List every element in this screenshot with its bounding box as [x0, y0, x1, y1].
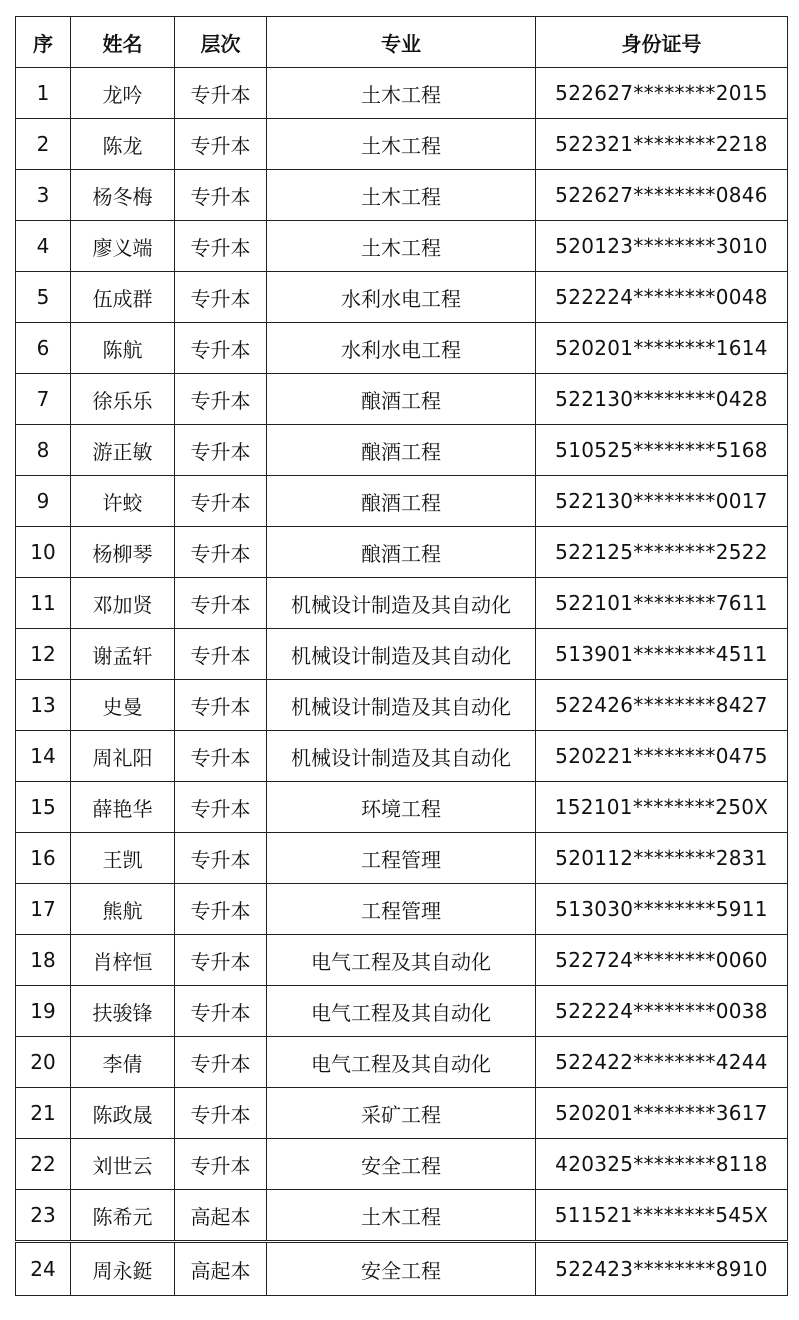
cell-major: 电气工程及其自动化 — [267, 1037, 536, 1088]
cell-level: 专升本 — [175, 272, 267, 323]
cell-id-number: 520201********1614 — [536, 323, 788, 374]
cell-major: 土木工程 — [267, 170, 536, 221]
cell-major: 采矿工程 — [267, 1088, 536, 1139]
cell-index: 6 — [16, 323, 71, 374]
cell-id-number: 522423********8910 — [536, 1242, 788, 1296]
cell-id-number: 522125********2522 — [536, 527, 788, 578]
header-level: 层次 — [175, 17, 267, 68]
cell-level: 高起本 — [175, 1242, 267, 1296]
cell-name: 陈希元 — [71, 1190, 175, 1242]
table-row — [16, 986, 788, 1037]
cell-level: 专升本 — [175, 527, 267, 578]
cell-level: 专升本 — [175, 68, 267, 119]
table-row — [16, 1088, 788, 1139]
cell-index: 16 — [16, 833, 71, 884]
cell-id-number: 522724********0060 — [536, 935, 788, 986]
cell-id-number: 522130********0428 — [536, 374, 788, 425]
table-row — [16, 425, 788, 476]
table-row — [16, 1037, 788, 1088]
cell-major: 机械设计制造及其自动化 — [267, 629, 536, 680]
cell-level: 专升本 — [175, 1139, 267, 1190]
cell-major: 酿酒工程 — [267, 425, 536, 476]
table-row — [16, 119, 788, 170]
cell-name: 陈龙 — [71, 119, 175, 170]
table-row — [16, 476, 788, 527]
cell-level: 专升本 — [175, 119, 267, 170]
cell-level: 专升本 — [175, 935, 267, 986]
cell-name: 扶骏锋 — [71, 986, 175, 1037]
table-row — [16, 833, 788, 884]
cell-name: 游正敏 — [71, 425, 175, 476]
cell-level: 专升本 — [175, 680, 267, 731]
cell-major: 水利水电工程 — [267, 323, 536, 374]
cell-level: 专升本 — [175, 986, 267, 1037]
table-row — [16, 782, 788, 833]
cell-level: 专升本 — [175, 323, 267, 374]
cell-name: 杨柳琴 — [71, 527, 175, 578]
cell-major: 安全工程 — [267, 1139, 536, 1190]
header-major: 专业 — [267, 17, 536, 68]
cell-id-number: 522422********4244 — [536, 1037, 788, 1088]
table-row — [16, 1190, 788, 1242]
cell-name: 伍成群 — [71, 272, 175, 323]
cell-major: 机械设计制造及其自动化 — [267, 731, 536, 782]
cell-id-number: 520201********3617 — [536, 1088, 788, 1139]
cell-id-number: 520123********3010 — [536, 221, 788, 272]
cell-id-number: 152101********250X — [536, 782, 788, 833]
table-row — [16, 1242, 788, 1296]
cell-level: 专升本 — [175, 1088, 267, 1139]
cell-major: 电气工程及其自动化 — [267, 986, 536, 1037]
cell-index: 10 — [16, 527, 71, 578]
cell-level: 专升本 — [175, 374, 267, 425]
cell-level: 专升本 — [175, 476, 267, 527]
cell-index: 8 — [16, 425, 71, 476]
cell-major: 工程管理 — [267, 884, 536, 935]
table-row — [16, 731, 788, 782]
cell-level: 专升本 — [175, 782, 267, 833]
cell-name: 许蛟 — [71, 476, 175, 527]
cell-name: 杨冬梅 — [71, 170, 175, 221]
cell-id-number: 522224********0038 — [536, 986, 788, 1037]
cell-level: 高起本 — [175, 1190, 267, 1242]
cell-id-number: 522426********8427 — [536, 680, 788, 731]
table-row — [16, 680, 788, 731]
cell-index: 15 — [16, 782, 71, 833]
cell-major: 环境工程 — [267, 782, 536, 833]
cell-name: 周永鋌 — [71, 1242, 175, 1296]
table-row — [16, 527, 788, 578]
cell-name: 廖义端 — [71, 221, 175, 272]
cell-level: 专升本 — [175, 884, 267, 935]
cell-index: 19 — [16, 986, 71, 1037]
cell-index: 9 — [16, 476, 71, 527]
cell-index: 17 — [16, 884, 71, 935]
cell-index: 14 — [16, 731, 71, 782]
cell-index: 12 — [16, 629, 71, 680]
cell-level: 专升本 — [175, 578, 267, 629]
cell-id-number: 522321********2218 — [536, 119, 788, 170]
table-row — [16, 884, 788, 935]
student-table — [15, 16, 788, 1296]
cell-major: 土木工程 — [267, 1190, 536, 1242]
table-row — [16, 68, 788, 119]
cell-major: 酿酒工程 — [267, 374, 536, 425]
cell-name: 熊航 — [71, 884, 175, 935]
cell-id-number: 513901********4511 — [536, 629, 788, 680]
cell-name: 邓加贤 — [71, 578, 175, 629]
table-row — [16, 374, 788, 425]
header-id-number: 身份证号 — [536, 17, 788, 68]
cell-name: 王凯 — [71, 833, 175, 884]
table-row — [16, 629, 788, 680]
cell-major: 电气工程及其自动化 — [267, 935, 536, 986]
cell-id-number: 420325********8118 — [536, 1139, 788, 1190]
cell-name: 李倩 — [71, 1037, 175, 1088]
cell-index: 11 — [16, 578, 71, 629]
table-row — [16, 578, 788, 629]
cell-name: 肖梓恒 — [71, 935, 175, 986]
cell-id-number: 522224********0048 — [536, 272, 788, 323]
cell-name: 谢孟轩 — [71, 629, 175, 680]
cell-name: 薛艳华 — [71, 782, 175, 833]
cell-level: 专升本 — [175, 425, 267, 476]
cell-name: 史曼 — [71, 680, 175, 731]
cell-level: 专升本 — [175, 833, 267, 884]
table-row — [16, 1139, 788, 1190]
cell-index: 24 — [16, 1242, 71, 1296]
cell-index: 2 — [16, 119, 71, 170]
cell-index: 4 — [16, 221, 71, 272]
cell-level: 专升本 — [175, 170, 267, 221]
cell-name: 陈政晟 — [71, 1088, 175, 1139]
cell-level: 专升本 — [175, 731, 267, 782]
cell-major: 安全工程 — [267, 1242, 536, 1296]
header-name: 姓名 — [71, 17, 175, 68]
table-row — [16, 221, 788, 272]
cell-index: 7 — [16, 374, 71, 425]
cell-level: 专升本 — [175, 1037, 267, 1088]
cell-id-number: 522627********2015 — [536, 68, 788, 119]
cell-id-number: 522627********0846 — [536, 170, 788, 221]
cell-index: 3 — [16, 170, 71, 221]
cell-index: 23 — [16, 1190, 71, 1242]
cell-name: 陈航 — [71, 323, 175, 374]
table-row — [16, 170, 788, 221]
table-row — [16, 323, 788, 374]
cell-major: 机械设计制造及其自动化 — [267, 680, 536, 731]
cell-name: 周礼阳 — [71, 731, 175, 782]
cell-id-number: 520112********2831 — [536, 833, 788, 884]
cell-index: 22 — [16, 1139, 71, 1190]
cell-id-number: 522130********0017 — [536, 476, 788, 527]
cell-index: 13 — [16, 680, 71, 731]
cell-major: 酿酒工程 — [267, 476, 536, 527]
cell-name: 刘世云 — [71, 1139, 175, 1190]
cell-major: 机械设计制造及其自动化 — [267, 578, 536, 629]
cell-index: 18 — [16, 935, 71, 986]
table-row — [16, 272, 788, 323]
table-row — [16, 935, 788, 986]
cell-major: 工程管理 — [267, 833, 536, 884]
cell-level: 专升本 — [175, 629, 267, 680]
cell-index: 21 — [16, 1088, 71, 1139]
cell-id-number: 513030********5911 — [536, 884, 788, 935]
cell-major: 土木工程 — [267, 119, 536, 170]
cell-id-number: 510525********5168 — [536, 425, 788, 476]
cell-index: 5 — [16, 272, 71, 323]
cell-level: 专升本 — [175, 221, 267, 272]
table-header-row — [16, 17, 788, 68]
cell-major: 土木工程 — [267, 221, 536, 272]
cell-index: 20 — [16, 1037, 71, 1088]
cell-name: 龙吟 — [71, 68, 175, 119]
cell-id-number: 520221********0475 — [536, 731, 788, 782]
cell-major: 土木工程 — [267, 68, 536, 119]
cell-index: 1 — [16, 68, 71, 119]
header-index: 序 — [16, 17, 71, 68]
cell-major: 酿酒工程 — [267, 527, 536, 578]
cell-name: 徐乐乐 — [71, 374, 175, 425]
cell-major: 水利水电工程 — [267, 272, 536, 323]
cell-id-number: 511521********545X — [536, 1190, 788, 1242]
cell-id-number: 522101********7611 — [536, 578, 788, 629]
